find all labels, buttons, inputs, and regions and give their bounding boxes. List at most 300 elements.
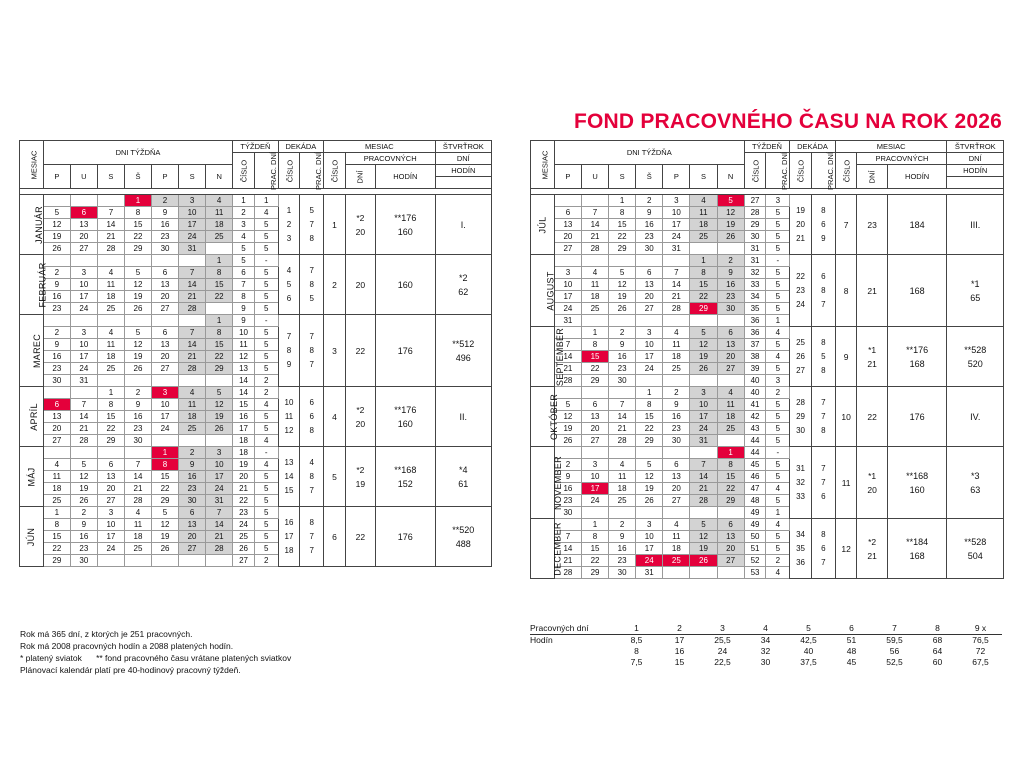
day-cell: 13 xyxy=(663,471,690,483)
quarter-value: II. xyxy=(459,411,468,422)
day-cell xyxy=(609,447,636,459)
week-number: 2 xyxy=(233,207,255,219)
day-cell: 29 xyxy=(152,495,179,507)
day-cell: 9 xyxy=(609,339,636,351)
decade-workdays xyxy=(300,315,324,387)
decade-number: 25 xyxy=(796,337,806,347)
day-cell xyxy=(636,507,663,519)
summary-hours-row xyxy=(530,646,1002,657)
day-cell xyxy=(97,447,124,459)
day-cell: 10 xyxy=(70,339,97,351)
day-cell: 4 xyxy=(206,195,233,207)
day-cell: 1 xyxy=(206,315,233,327)
month-workdays-value: 20 xyxy=(355,418,366,429)
day-cell: 14 xyxy=(206,519,233,531)
day-cell: 2 xyxy=(124,387,151,399)
header-weekday: S xyxy=(609,165,636,189)
page-title: FOND PRACOVNÉHO ČASU NA ROK 2026 xyxy=(574,110,1003,133)
week-workdays: 4 xyxy=(254,459,278,471)
day-cell: 4 xyxy=(717,387,744,399)
decade-number: 12 xyxy=(284,425,294,435)
day-cell: 16 xyxy=(152,219,179,231)
week-number: 4 xyxy=(233,231,255,243)
day-cell xyxy=(43,315,70,327)
summary-hours-value: 64 xyxy=(932,646,943,656)
summary-hours-value: 68 xyxy=(932,635,943,645)
week-number: 24 xyxy=(233,519,255,531)
month-hours-value: 160 xyxy=(909,484,925,495)
day-cell: 7 xyxy=(97,207,124,219)
week-number: 25 xyxy=(233,531,255,543)
decade-number: 10 xyxy=(284,397,294,407)
day-cell: 19 xyxy=(124,351,151,363)
month-name: APRÍL xyxy=(28,402,39,431)
week-number: 50 xyxy=(744,531,766,543)
day-cell: 1 xyxy=(581,327,608,339)
day-cell xyxy=(124,255,151,267)
day-cell: 25 xyxy=(124,543,151,555)
day-cell: 20 xyxy=(636,291,663,303)
day-cell: 8 xyxy=(581,531,608,543)
day-cell: 29 xyxy=(206,363,233,375)
header-month-group: MESIAC xyxy=(324,141,435,153)
week-workdays: 4 xyxy=(766,327,790,339)
week-workdays: 5 xyxy=(254,231,278,243)
day-cell: 20 xyxy=(717,543,744,555)
header-decade-number xyxy=(790,153,812,189)
summary-hours-label: Hodín xyxy=(530,635,553,645)
day-cell: 17 xyxy=(70,291,97,303)
decade-workday-count: 8 xyxy=(821,365,826,375)
day-cell xyxy=(97,255,124,267)
calendar-table-first-half xyxy=(19,140,492,567)
day-cell: 14 xyxy=(179,339,206,351)
header-weekdays: DNI TÝŽDŇA xyxy=(43,141,232,165)
decade-workday-count: 7 xyxy=(821,463,826,473)
month-name-cell xyxy=(531,255,555,327)
day-cell: 23 xyxy=(43,363,70,375)
day-cell: 1 xyxy=(609,195,636,207)
decade-workday-count: 6 xyxy=(309,397,314,407)
day-cell: 8 xyxy=(609,207,636,219)
day-cell: 18 xyxy=(663,543,690,555)
day-cell: 28 xyxy=(609,435,636,447)
month-workdays-value: 22 xyxy=(867,411,877,422)
day-cell xyxy=(43,447,70,459)
day-cell: 18 xyxy=(717,411,744,423)
week-number: 32 xyxy=(744,267,766,279)
month-workdays-value: 21 xyxy=(867,358,877,369)
day-cell: 25 xyxy=(206,231,233,243)
week-workdays: 1 xyxy=(766,315,790,327)
summary-hours-value: 16 xyxy=(674,646,685,656)
header-quarter-hours: HODÍN xyxy=(947,165,1004,177)
month-workdays-value: 23 xyxy=(867,219,877,230)
month-hours xyxy=(887,327,947,387)
week-workdays: 5 xyxy=(254,219,278,231)
decade-workday-count: 8 xyxy=(309,233,314,243)
day-cell xyxy=(179,315,206,327)
day-cell xyxy=(636,375,663,387)
day-cell: 11 xyxy=(206,207,233,219)
header-label: PRAC. DNÍ xyxy=(780,151,790,190)
day-cell xyxy=(717,315,744,327)
month-hours xyxy=(376,387,436,447)
decade-number: 3 xyxy=(286,233,292,243)
month-workdays-value: 20 xyxy=(867,484,877,495)
month-workdays-value: 19 xyxy=(355,478,366,489)
day-cell: 3 xyxy=(581,459,608,471)
week-workdays: 5 xyxy=(766,531,790,543)
day-cell: 6 xyxy=(97,459,124,471)
week-number: 12 xyxy=(233,351,255,363)
day-cell: 23 xyxy=(609,363,636,375)
decade-number: 8 xyxy=(286,345,292,355)
week-number: 6 xyxy=(233,267,255,279)
day-cell: 24 xyxy=(690,423,717,435)
header-month xyxy=(531,141,555,189)
summary-day-count: 5 xyxy=(787,623,830,635)
quarter-cell xyxy=(435,387,491,447)
day-cell: 11 xyxy=(97,339,124,351)
day-cell xyxy=(124,375,151,387)
month-number: 5 xyxy=(324,447,346,507)
day-cell: 12 xyxy=(636,471,663,483)
day-cell: 26 xyxy=(124,303,151,315)
month-workdays-value: *2 xyxy=(356,212,365,223)
month-name-cell xyxy=(20,507,44,567)
decade-number: 23 xyxy=(796,285,806,295)
day-cell xyxy=(663,375,690,387)
day-cell: 9 xyxy=(554,471,581,483)
day-cell xyxy=(690,507,717,519)
day-cell: 28 xyxy=(179,303,206,315)
header-working: PRACOVNÝCH xyxy=(345,153,435,165)
quarter-cell xyxy=(947,195,1004,255)
week-workdays: 5 xyxy=(766,291,790,303)
day-cell: 6 xyxy=(636,267,663,279)
day-cell xyxy=(179,555,206,567)
day-cell: 5 xyxy=(690,327,717,339)
quarter-value: 488 xyxy=(455,538,471,549)
day-cell: 29 xyxy=(717,495,744,507)
day-cell: 14 xyxy=(554,351,581,363)
week-workdays: 5 xyxy=(766,495,790,507)
month-name: JANUÁR xyxy=(33,205,44,244)
summary-hours-value: 59,5 xyxy=(886,635,903,645)
day-cell: 22 xyxy=(717,483,744,495)
quarter-value: *1 xyxy=(970,278,980,289)
day-cell: 29 xyxy=(636,435,663,447)
day-cell: 17 xyxy=(554,291,581,303)
decade-workday-count: 6 xyxy=(821,491,826,501)
decade-workday-count: 7 xyxy=(821,299,826,309)
decade-workday-count: 7 xyxy=(821,557,826,567)
day-cell xyxy=(124,315,151,327)
day-cell: 1 xyxy=(717,447,744,459)
day-cell: 5 xyxy=(554,399,581,411)
header-weekday: U xyxy=(70,165,97,189)
day-cell: 8 xyxy=(97,399,124,411)
header-label: PRAC. DNÍ xyxy=(268,151,278,190)
header-working-hours: HODÍN xyxy=(376,165,436,189)
day-cell: 27 xyxy=(636,303,663,315)
day-cell xyxy=(206,303,233,315)
month-hours-value: 160 xyxy=(397,226,413,237)
day-cell xyxy=(636,255,663,267)
week-number: 36 xyxy=(744,327,766,339)
quarter-cell xyxy=(947,387,1004,447)
decade-number: 6 xyxy=(286,293,292,303)
decade-number: 17 xyxy=(284,531,294,541)
day-cell: 6 xyxy=(152,327,179,339)
day-cell: 30 xyxy=(609,567,636,579)
decade-numbers xyxy=(278,447,300,507)
day-cell: 13 xyxy=(152,279,179,291)
month-hours-value: **168 xyxy=(394,464,417,475)
day-cell: 11 xyxy=(690,207,717,219)
header-label: ČÍSLO xyxy=(750,159,760,182)
day-cell: 15 xyxy=(124,219,151,231)
week-number: 49 xyxy=(744,519,766,531)
month-workdays-value: *1 xyxy=(868,344,877,355)
day-cell: 15 xyxy=(581,351,608,363)
day-cell: 6 xyxy=(179,507,206,519)
day-cell: 21 xyxy=(206,531,233,543)
week-number: 8 xyxy=(233,291,255,303)
day-cell: 13 xyxy=(152,339,179,351)
quarter-cell xyxy=(947,255,1004,327)
month-number: 4 xyxy=(324,387,346,447)
week-number: 18 xyxy=(233,435,255,447)
day-cell: 19 xyxy=(609,291,636,303)
day-cell: 5 xyxy=(690,519,717,531)
day-cell: 2 xyxy=(609,519,636,531)
hours-summary-table xyxy=(530,623,1002,668)
week-number: 41 xyxy=(744,399,766,411)
week-workdays: 4 xyxy=(254,399,278,411)
decade-workdays xyxy=(811,195,835,255)
decade-number: 21 xyxy=(796,233,806,243)
day-cell: 22 xyxy=(581,555,608,567)
day-cell: 3 xyxy=(636,327,663,339)
week-workdays: 5 xyxy=(254,471,278,483)
decade-workday-count: 6 xyxy=(821,271,826,281)
day-cell xyxy=(152,315,179,327)
day-cell xyxy=(581,315,608,327)
day-cell: 15 xyxy=(609,219,636,231)
day-cell: 16 xyxy=(43,351,70,363)
day-cell: 22 xyxy=(124,231,151,243)
day-cell: 25 xyxy=(43,495,70,507)
decade-number: 5 xyxy=(286,279,292,289)
quarter-value: I. xyxy=(460,219,466,230)
week-number: 22 xyxy=(233,495,255,507)
header-label: ČÍSLO xyxy=(284,159,294,182)
month-number: 9 xyxy=(835,327,857,387)
day-cell: 24 xyxy=(70,303,97,315)
day-cell: 3 xyxy=(206,447,233,459)
day-cell: 24 xyxy=(179,231,206,243)
day-cell: 16 xyxy=(554,483,581,495)
week-workdays: 4 xyxy=(766,351,790,363)
week-row xyxy=(531,255,1004,267)
decade-numbers xyxy=(790,519,812,579)
day-cell xyxy=(609,507,636,519)
day-cell: 17 xyxy=(663,219,690,231)
decade-workday-count: 7 xyxy=(821,477,826,487)
day-cell: 12 xyxy=(206,399,233,411)
quarter-value: 520 xyxy=(967,358,983,369)
week-workdays: 2 xyxy=(766,387,790,399)
decade-number: 13 xyxy=(284,457,294,467)
day-cell: 23 xyxy=(70,543,97,555)
day-cell: 26 xyxy=(152,543,179,555)
header-quarter: ŠTVRŤROK xyxy=(435,141,491,153)
month-hours-value: **176 xyxy=(394,212,417,223)
day-cell xyxy=(663,447,690,459)
day-cell xyxy=(690,315,717,327)
day-cell: 27 xyxy=(581,435,608,447)
day-cell: 30 xyxy=(663,435,690,447)
month-name: SEPTEMBER xyxy=(555,327,566,386)
month-name-cell xyxy=(20,195,44,255)
day-cell: 2 xyxy=(663,387,690,399)
day-cell: 24 xyxy=(206,483,233,495)
day-cell: 4 xyxy=(581,267,608,279)
header-label: ČÍSLO xyxy=(330,159,340,182)
summary-hours-value: 25,5 xyxy=(714,635,731,645)
day-cell: 19 xyxy=(690,351,717,363)
quarter-value: **528 xyxy=(964,344,987,355)
header-working-days xyxy=(857,165,887,189)
day-cell: 16 xyxy=(179,471,206,483)
decade-workday-count: 7 xyxy=(309,219,314,229)
day-cell xyxy=(636,447,663,459)
day-cell: 7 xyxy=(663,267,690,279)
day-cell: 25 xyxy=(663,363,690,375)
month-hours xyxy=(887,447,947,519)
day-cell: 8 xyxy=(581,339,608,351)
decade-workday-count: 5 xyxy=(309,205,314,215)
day-cell: 17 xyxy=(97,531,124,543)
day-cell: 24 xyxy=(554,303,581,315)
day-cell: 23 xyxy=(554,495,581,507)
day-cell: 13 xyxy=(717,531,744,543)
header-month-number xyxy=(835,153,857,189)
decade-numbers xyxy=(790,387,812,447)
day-cell: 2 xyxy=(152,195,179,207)
day-cell: 24 xyxy=(97,543,124,555)
day-cell: 6 xyxy=(717,327,744,339)
day-cell: 1 xyxy=(206,255,233,267)
week-number: 40 xyxy=(744,387,766,399)
day-cell: 14 xyxy=(609,411,636,423)
day-cell: 12 xyxy=(609,279,636,291)
day-cell: 9 xyxy=(717,267,744,279)
day-cell: 25 xyxy=(581,303,608,315)
day-cell: 18 xyxy=(179,411,206,423)
header-working-days xyxy=(345,165,375,189)
day-cell: 19 xyxy=(690,543,717,555)
month-workdays xyxy=(857,255,887,327)
day-cell: 11 xyxy=(663,339,690,351)
header-weekday: P xyxy=(43,165,70,189)
day-cell: 9 xyxy=(43,339,70,351)
day-cell: 7 xyxy=(206,507,233,519)
week-number: 27 xyxy=(233,555,255,567)
note-line: Rok má 365 dní, z ktorých je 251 pracovných. xyxy=(20,629,193,639)
week-workdays: 5 xyxy=(254,531,278,543)
day-cell: 29 xyxy=(43,555,70,567)
calendar-table-second-half xyxy=(530,140,1004,579)
week-row xyxy=(531,327,1004,339)
day-cell: 30 xyxy=(124,435,151,447)
month-workdays-value: *2 xyxy=(868,536,877,547)
summary-day-count: 1 xyxy=(615,623,658,635)
decade-workday-count: 7 xyxy=(309,331,314,341)
day-cell: 7 xyxy=(581,207,608,219)
day-cell: 26 xyxy=(124,363,151,375)
month-workdays xyxy=(857,327,887,387)
week-number: 53 xyxy=(744,567,766,579)
week-number: 31 xyxy=(744,243,766,255)
week-workdays: 5 xyxy=(254,483,278,495)
decade-number: 16 xyxy=(284,517,294,527)
header-quarter-hours: HODÍN xyxy=(435,165,491,177)
day-cell: 22 xyxy=(206,351,233,363)
day-cell: 19 xyxy=(70,483,97,495)
summary-hours-value: 17 xyxy=(674,635,685,645)
day-cell: 28 xyxy=(581,243,608,255)
quarter-value: III. xyxy=(970,219,981,230)
day-cell: 29 xyxy=(97,435,124,447)
day-cell: 2 xyxy=(179,447,206,459)
week-workdays: 5 xyxy=(766,243,790,255)
summary-hours-value: 8 xyxy=(634,646,639,656)
day-cell: 24 xyxy=(663,231,690,243)
day-cell: 24 xyxy=(636,555,663,567)
week-number: 43 xyxy=(744,423,766,435)
day-cell: 11 xyxy=(609,471,636,483)
week-workdays: - xyxy=(254,255,278,267)
decade-workdays xyxy=(811,387,835,447)
month-name-cell xyxy=(20,315,44,387)
month-workdays xyxy=(345,447,375,507)
day-cell: 31 xyxy=(690,435,717,447)
header-decade-workdays xyxy=(811,153,835,189)
week-workdays: 5 xyxy=(766,435,790,447)
header-label: ČÍSLO xyxy=(796,159,806,182)
month-hours-value: 168 xyxy=(909,285,925,296)
day-cell: 23 xyxy=(717,291,744,303)
decade-workday-count: 8 xyxy=(309,517,314,527)
day-cell xyxy=(97,315,124,327)
quarter-cell xyxy=(435,315,491,387)
day-cell: 20 xyxy=(717,351,744,363)
month-number: 7 xyxy=(835,195,857,255)
day-cell: 30 xyxy=(43,375,70,387)
month-number: 3 xyxy=(324,315,346,387)
decade-number: 9 xyxy=(286,359,292,369)
month-hours xyxy=(376,255,436,315)
week-number: 40 xyxy=(744,375,766,387)
month-workdays xyxy=(345,195,375,255)
day-cell: 15 xyxy=(97,411,124,423)
month-hours xyxy=(376,195,436,255)
day-cell: 12 xyxy=(690,339,717,351)
week-row xyxy=(531,195,1004,207)
